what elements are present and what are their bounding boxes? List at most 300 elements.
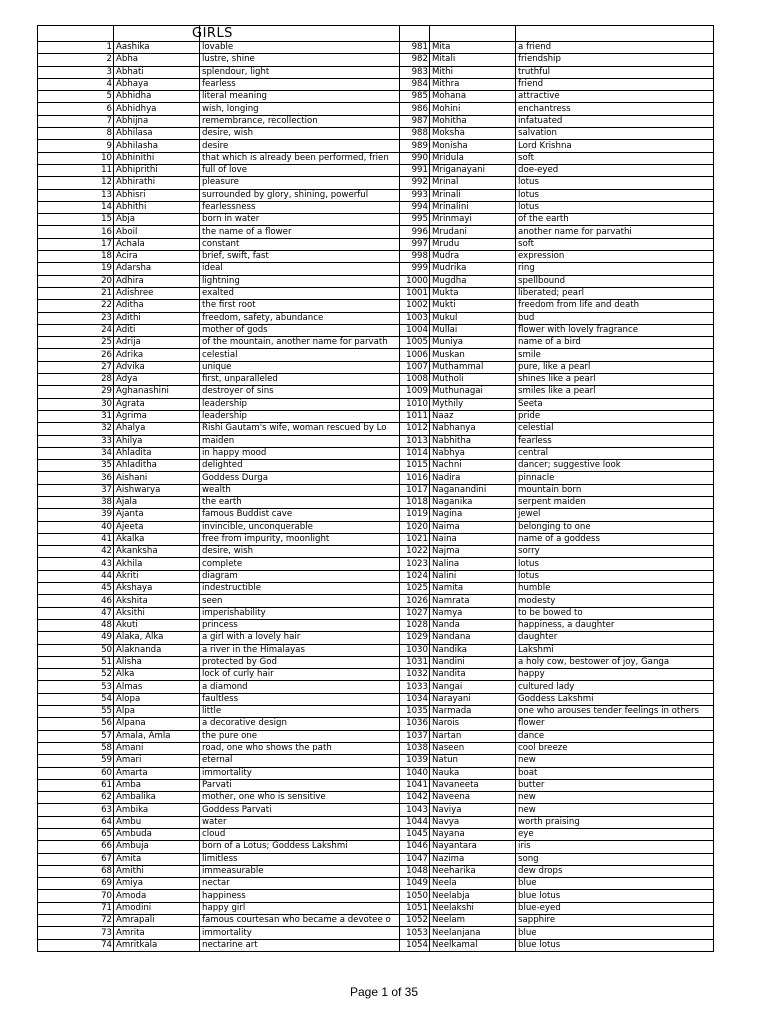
name-meaning: nectar [200,878,400,890]
table-row [38,767,714,779]
name-meaning-right: pinnacle [516,472,714,484]
girl-name: Achala [114,238,200,250]
row-number-right: 1042 [400,792,430,804]
girl-name: Amithi [114,865,200,877]
girl-name: Abhilasa [114,128,200,140]
row-number: 35 [38,460,114,472]
name-meaning-right: belonging to one [516,521,714,533]
girl-name-right: Navya [430,816,516,828]
table-row [38,693,714,705]
name-meaning-right: Lakshmi [516,644,714,656]
row-number: 8 [38,128,114,140]
table-row [38,374,714,386]
row-number: 31 [38,410,114,422]
row-number-right: 1031 [400,656,430,668]
table-row [38,66,714,78]
table-row [38,238,714,250]
name-meaning-right: jewel [516,509,714,521]
table-row [38,251,714,263]
name-meaning-right: another name for parvathi [516,226,714,238]
table-row [38,337,714,349]
row-number: 72 [38,915,114,927]
girl-name: Abhidhya [114,103,200,115]
table-row [38,140,714,152]
girl-name-right: Mutholi [430,374,516,386]
row-number-right: 1025 [400,583,430,595]
row-number-right: 994 [400,201,430,213]
name-meaning-right: shines like a pearl [516,374,714,386]
row-number: 49 [38,632,114,644]
name-meaning-right: enchantress [516,103,714,115]
row-number: 62 [38,792,114,804]
girl-name-right: Nandika [430,644,516,656]
name-meaning-right: a holy cow, bestower of joy, Ganga [516,656,714,668]
table-row [38,915,714,927]
row-number: 64 [38,816,114,828]
table-row [38,423,714,435]
name-meaning-right: lotus [516,189,714,201]
girl-name: Alpa [114,706,200,718]
header-cell [38,26,114,42]
table-row [38,128,714,140]
row-number: 32 [38,423,114,435]
table-row [38,570,714,582]
girl-name-right: Mita [430,42,516,54]
row-number: 30 [38,398,114,410]
name-meaning-right: worth praising [516,816,714,828]
girl-name: Acira [114,251,200,263]
name-meaning: leadership [200,410,400,422]
name-meaning-right: name of a goddess [516,533,714,545]
name-meaning: water [200,816,400,828]
name-meaning: happy girl [200,902,400,914]
row-number-right: 983 [400,66,430,78]
name-meaning: literal meaning [200,91,400,103]
girl-name-right: Nayantara [430,841,516,853]
row-number-right: 996 [400,226,430,238]
girl-name-right: Neelam [430,915,516,927]
girl-name-right: Mrudu [430,238,516,250]
name-meaning-right: infatuated [516,115,714,127]
girl-name: Aksithi [114,607,200,619]
name-meaning-right: pure, like a pearl [516,361,714,373]
name-meaning: the earth [200,496,400,508]
row-number-right: 1036 [400,718,430,730]
girl-name-right: Naganandini [430,484,516,496]
girl-name: Ambalika [114,792,200,804]
row-number-right: 992 [400,177,430,189]
row-number: 1 [38,42,114,54]
name-meaning-right: sapphire [516,915,714,927]
table-row [38,361,714,373]
row-number-right: 987 [400,115,430,127]
name-meaning: lock of curly hair [200,669,400,681]
table-row [38,484,714,496]
row-number: 74 [38,939,114,951]
row-number-right: 1021 [400,533,430,545]
row-number-right: 1033 [400,681,430,693]
name-meaning-right: blue-eyed [516,902,714,914]
table-row [38,558,714,570]
row-number: 17 [38,238,114,250]
name-meaning-right: freedom from life and death [516,300,714,312]
table-row [38,583,714,595]
row-number-right: 1044 [400,816,430,828]
name-meaning-right: pride [516,410,714,422]
girl-name: Alka [114,669,200,681]
name-meaning: princess [200,619,400,631]
name-meaning: complete [200,558,400,570]
row-number: 6 [38,103,114,115]
name-meaning-right: ring [516,263,714,275]
girl-name-right: Neelkamal [430,939,516,951]
girl-name: Almas [114,681,200,693]
girl-name-right: Narois [430,718,516,730]
name-meaning: surrounded by glory, shining, powerful [200,189,400,201]
name-meaning-right: blue [516,878,714,890]
name-meaning: maiden [200,435,400,447]
row-number: 39 [38,509,114,521]
name-meaning: first, unparalleled [200,374,400,386]
girl-name-right: Nazima [430,853,516,865]
girl-name: Adhira [114,275,200,287]
name-meaning: lightning [200,275,400,287]
girl-name-right: Mithi [430,66,516,78]
name-meaning: exalted [200,287,400,299]
name-meaning: fearlessness [200,201,400,213]
girl-name-right: Mridula [430,152,516,164]
name-meaning-right: dance [516,730,714,742]
name-meaning: pleasure [200,177,400,189]
row-number: 43 [38,558,114,570]
row-number: 4 [38,78,114,90]
girl-name-right: Mullai [430,324,516,336]
girl-name: Ahladita [114,447,200,459]
row-number-right: 1008 [400,374,430,386]
name-meaning-right: happy [516,669,714,681]
name-meaning: famous courtesan who became a devotee o [200,915,400,927]
row-number: 18 [38,251,114,263]
table-row [38,460,714,472]
girl-name: Amrita [114,927,200,939]
girl-name: Amrapali [114,915,200,927]
girl-name: Ambuja [114,841,200,853]
table-row [38,681,714,693]
girl-name: Abhilasha [114,140,200,152]
name-meaning-right: liberated; pearl [516,287,714,299]
name-meaning: that which is already been performed, frien [200,152,400,164]
table-row [38,472,714,484]
girl-name: Ajala [114,496,200,508]
girl-name: Ahalya [114,423,200,435]
name-meaning-right: lotus [516,558,714,570]
name-meaning-right: butter [516,779,714,791]
row-number: 20 [38,275,114,287]
girl-name: Abja [114,214,200,226]
row-number: 59 [38,755,114,767]
girl-name-right: Neelabja [430,890,516,902]
row-number-right: 1043 [400,804,430,816]
page-footer: Page 1 of 35 [349,985,419,999]
girl-name: Aishani [114,472,200,484]
row-number-right: 1029 [400,632,430,644]
name-meaning-right: central [516,447,714,459]
name-meaning-right: truthful [516,66,714,78]
table-row [38,792,714,804]
row-number: 27 [38,361,114,373]
girl-name-right: Mithra [430,78,516,90]
girl-name: Amiya [114,878,200,890]
row-number: 67 [38,853,114,865]
row-number-right: 1024 [400,570,430,582]
row-number-right: 1032 [400,669,430,681]
table-row [38,939,714,951]
row-number-right: 1030 [400,644,430,656]
row-number: 3 [38,66,114,78]
girl-name: Agrata [114,398,200,410]
girl-name-right: Nabhanya [430,423,516,435]
row-number: 42 [38,546,114,558]
girl-name: Alisha [114,656,200,668]
girl-name: Amani [114,742,200,754]
girl-name: Ambu [114,816,200,828]
name-meaning-right: eye [516,829,714,841]
girl-name: Aditi [114,324,200,336]
table-row [38,742,714,754]
name-meaning: wish, longing [200,103,400,115]
name-meaning-right: new [516,792,714,804]
girl-name: Aghanashini [114,386,200,398]
girl-name-right: Muthammal [430,361,516,373]
girl-name-right: Mukti [430,300,516,312]
girl-name-right: Nayana [430,829,516,841]
table-row [38,189,714,201]
table-row [38,730,714,742]
girl-name: Amarta [114,767,200,779]
row-number: 38 [38,496,114,508]
girl-name-right: Neeharika [430,865,516,877]
table-row [38,263,714,275]
girl-name-right: Navaneeta [430,779,516,791]
name-meaning: free from impurity, moonlight [200,533,400,545]
row-number: 36 [38,472,114,484]
name-meaning: fearless [200,78,400,90]
row-number: 56 [38,718,114,730]
girl-name: Abha [114,54,200,66]
girl-name: Abhiprithi [114,164,200,176]
row-number-right: 1016 [400,472,430,484]
row-number-right: 1035 [400,706,430,718]
row-number: 34 [38,447,114,459]
name-meaning-right: lotus [516,177,714,189]
name-meaning-right: flower with lovely fragrance [516,324,714,336]
table-row [38,78,714,90]
name-meaning-right: daughter [516,632,714,644]
table-row [38,816,714,828]
row-number-right: 1028 [400,619,430,631]
table-row [38,398,714,410]
table-row [38,201,714,213]
girl-name: Adishree [114,287,200,299]
row-number: 11 [38,164,114,176]
name-meaning-right: friendship [516,54,714,66]
name-meaning-right: cool breeze [516,742,714,754]
name-meaning: eternal [200,755,400,767]
girl-name-right: Narmada [430,706,516,718]
girl-name: Akriti [114,570,200,582]
row-number: 57 [38,730,114,742]
girl-name: Ambuda [114,829,200,841]
row-number-right: 997 [400,238,430,250]
row-number: 68 [38,865,114,877]
name-meaning-right: happiness, a daughter [516,619,714,631]
row-number-right: 1041 [400,779,430,791]
name-meaning-right: one who arouses tender feelings in others [516,706,714,718]
row-number-right: 988 [400,128,430,140]
girl-name-right: Nabhitha [430,435,516,447]
table-row [38,226,714,238]
girl-name-right: Nandana [430,632,516,644]
row-number-right: 1034 [400,693,430,705]
girl-name-right: Mriganayani [430,164,516,176]
girl-name: Akuti [114,619,200,631]
row-number-right: 1001 [400,287,430,299]
name-meaning: a diamond [200,681,400,693]
row-number: 48 [38,619,114,631]
name-meaning-right: name of a bird [516,337,714,349]
row-number: 41 [38,533,114,545]
name-meaning: faultless [200,693,400,705]
girl-name-right: Naviya [430,804,516,816]
table-row [38,595,714,607]
table-row [38,546,714,558]
name-meaning: destroyer of sins [200,386,400,398]
girl-name-right: Mudra [430,251,516,263]
row-number: 58 [38,742,114,754]
row-number: 65 [38,829,114,841]
name-meaning-right: blue lotus [516,890,714,902]
girl-name-right: Nandini [430,656,516,668]
row-number-right: 1013 [400,435,430,447]
girl-name-right: Naseen [430,742,516,754]
row-number: 14 [38,201,114,213]
name-meaning: protected by God [200,656,400,668]
table-row [38,804,714,816]
girl-name-right: Mohitha [430,115,516,127]
girl-name: Amoda [114,890,200,902]
name-meaning: seen [200,595,400,607]
row-number: 73 [38,927,114,939]
girl-name: Akshita [114,595,200,607]
row-number-right: 1026 [400,595,430,607]
name-meaning-right: sorry [516,546,714,558]
girl-name-right: Namrata [430,595,516,607]
girl-name-right: Neelakshi [430,902,516,914]
table-row [38,607,714,619]
sheet-title: GIRLS [192,26,392,42]
row-number-right: 1051 [400,902,430,914]
name-meaning: constant [200,238,400,250]
name-meaning: indestructible [200,583,400,595]
row-number: 54 [38,693,114,705]
header-cell [400,26,430,42]
name-meaning: limitless [200,853,400,865]
row-number-right: 1020 [400,521,430,533]
girl-name-right: Nadira [430,472,516,484]
girl-name: Adithi [114,312,200,324]
name-meaning-right: smile [516,349,714,361]
name-meaning: the first root [200,300,400,312]
row-number: 60 [38,767,114,779]
table-row [38,533,714,545]
girl-name-right: Mukul [430,312,516,324]
girl-name: Abhisri [114,189,200,201]
row-number: 12 [38,177,114,189]
table-row [38,496,714,508]
table-row [38,115,714,127]
name-meaning: brief, swift, fast [200,251,400,263]
girl-name-right: Naganika [430,496,516,508]
girl-name-right: Nanda [430,619,516,631]
name-meaning: imperishability [200,607,400,619]
row-number-right: 1053 [400,927,430,939]
row-number-right: 1039 [400,755,430,767]
girl-name: Alopa [114,693,200,705]
row-number-right: 1006 [400,349,430,361]
girl-name: Akshaya [114,583,200,595]
name-meaning-right: iris [516,841,714,853]
girl-name: Alaknanda [114,644,200,656]
girl-name: Abhati [114,66,200,78]
row-number-right: 1009 [400,386,430,398]
row-number: 51 [38,656,114,668]
girl-name: Ambika [114,804,200,816]
name-meaning-right: Goddess Lakshmi [516,693,714,705]
name-meaning: delighted [200,460,400,472]
girl-name-right: Naima [430,521,516,533]
table-row [38,755,714,767]
row-number: 13 [38,189,114,201]
table-row [38,324,714,336]
row-number-right: 984 [400,78,430,90]
table-row [38,521,714,533]
table-row [38,275,714,287]
name-meaning: full of love [200,164,400,176]
girl-name-right: Neelanjana [430,927,516,939]
girl-name: Abhithi [114,201,200,213]
row-number: 55 [38,706,114,718]
name-meaning: Rishi Gautam's wife, woman rescued by Lo [200,423,400,435]
name-meaning: lovable [200,42,400,54]
name-meaning-right: new [516,804,714,816]
row-number: 28 [38,374,114,386]
girl-name-right: Muthunagai [430,386,516,398]
girl-name-right: Mohana [430,91,516,103]
name-meaning-right: spellbound [516,275,714,287]
row-number-right: 1045 [400,829,430,841]
table-row [38,386,714,398]
girl-name-right: Nauka [430,767,516,779]
name-meaning: mother of gods [200,324,400,336]
row-number-right: 985 [400,91,430,103]
girl-name-right: Narayani [430,693,516,705]
name-meaning: ideal [200,263,400,275]
table-row [38,103,714,115]
table-row [38,669,714,681]
table-row [38,91,714,103]
girl-name-right: Mythily [430,398,516,410]
table-row [38,349,714,361]
